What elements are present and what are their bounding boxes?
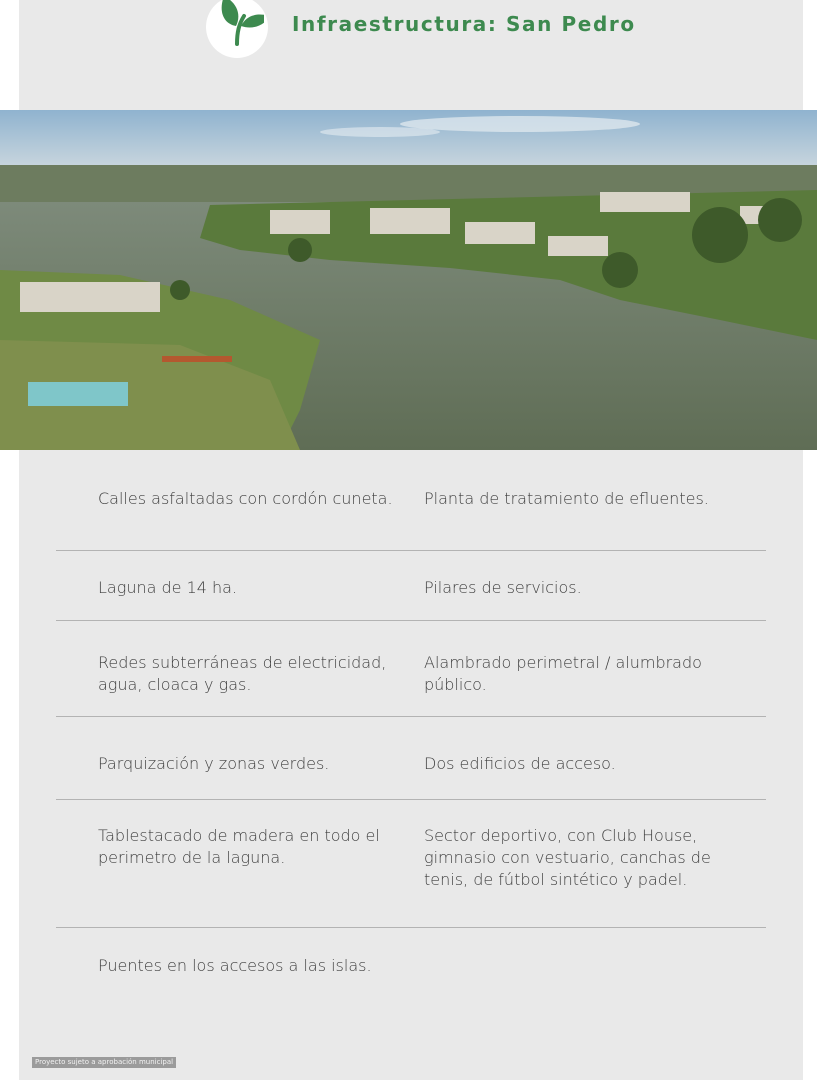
feature-row [56, 955, 766, 985]
feature-row [56, 753, 766, 800]
disclaimer-label: Proyecto sujeto a aprobación municipal [32, 1057, 176, 1068]
feature-item: Sector deportivo, con Club House, gimnasio con vestuario, canchas de tenis, de fútbol sintético y padel. [424, 826, 711, 889]
feature-item: Tablestacado de madera en todo el perimetro de la laguna. [98, 826, 380, 867]
leaf-icon [212, 0, 264, 48]
page-title: Infraestructura: San Pedro [292, 12, 636, 36]
feature-item: Parquización y zonas verdes. [98, 754, 330, 773]
row-divider [56, 716, 766, 717]
feature-row [56, 488, 766, 551]
feature-item: Redes subterráneas de electricidad, agua, cloaca y gas. [98, 653, 387, 694]
feature-item: Calles asfaltadas con cordón cuneta. [98, 489, 393, 508]
row-divider [56, 550, 766, 551]
feature-item: Alambrado perimetral / alumbrado público. [424, 653, 702, 694]
feature-row [56, 825, 766, 928]
feature-row [56, 652, 766, 717]
header [0, 0, 817, 110]
feature-item: Pilares de servicios. [424, 578, 582, 597]
row-divider [56, 927, 766, 928]
feature-item: Dos edificios de acceso. [424, 754, 616, 773]
logo-badge [206, 0, 268, 58]
feature-item: Planta de tratamiento de efluentes. [424, 489, 709, 508]
aerial-photo [0, 110, 817, 450]
feature-item: Laguna de 14 ha. [98, 578, 238, 597]
row-divider [56, 799, 766, 800]
feature-row [56, 577, 766, 621]
feature-item: Puentes en los accesos a las islas. [98, 956, 372, 975]
row-divider [56, 620, 766, 621]
